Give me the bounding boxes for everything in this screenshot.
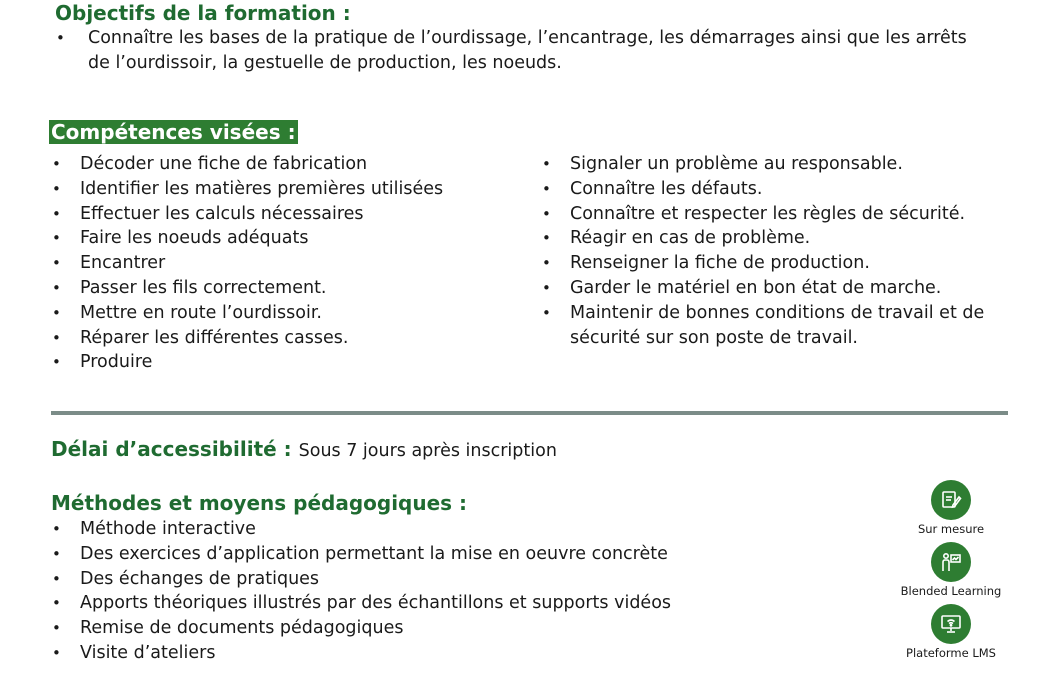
competences-heading: Compétences visées :: [51, 120, 296, 144]
list-item: • Connaître les bases de la pratique de l’ourdissage, l’encantrage, les démarrages ainsi que les arrêts de l’ourdissoir, la gestuelle de production, les noeuds.: [52, 26, 982, 76]
list-item: • Des exercices d’application permettant la mise en oeuvre concrète: [48, 542, 828, 567]
list-item: • Identifier les matières premières utilisées: [48, 177, 518, 202]
list-item: • Méthode interactive: [48, 517, 828, 542]
competences-left-list: [48, 152, 518, 375]
badge-label-sur-mesure: Sur mesure: [917, 522, 985, 536]
list-item: • Faire les noeuds adéquats: [48, 226, 518, 251]
list-item: • Signaler un problème au responsable.: [538, 152, 998, 177]
methodes-list: [48, 517, 828, 666]
monitor-wifi-icon: [931, 604, 971, 644]
delai-value: Sous 7 jours après inscription: [298, 441, 557, 461]
competences-right-list: [538, 152, 998, 350]
list-item: • Encantrer: [48, 251, 518, 276]
list-item: • Garder le matériel en bon état de marche.: [538, 276, 998, 301]
list-item: • Des échanges de pratiques: [48, 567, 828, 592]
presenter-board-icon: [931, 542, 971, 582]
list-item: • Effectuer les calculs nécessaires: [48, 202, 518, 227]
list-item: • Remise de documents pédagogiques: [48, 616, 828, 641]
list-item: • Apports théoriques illustrés par des échantillons et supports vidéos: [48, 591, 828, 616]
list-item: • Maintenir de bonnes conditions de travail et de sécurité sur son poste de travail.: [538, 301, 990, 351]
section-divider: [51, 411, 1008, 415]
list-item: • Renseigner la fiche de production.: [538, 251, 998, 276]
delai-heading: Délai d’accessibilité :: [51, 437, 292, 461]
badge-label-plateforme-lms: Plateforme LMS: [906, 646, 996, 660]
methodes-heading: Méthodes et moyens pédagogiques :: [51, 491, 468, 515]
list-item: • Décoder une fiche de fabrication: [48, 152, 518, 177]
badge-label-blended-learning: Blended Learning: [900, 584, 1002, 598]
objectifs-heading: Objectifs de la formation :: [55, 1, 351, 25]
list-item: • Mettre en route l’ourdissoir.: [48, 301, 518, 326]
objectifs-list: [52, 26, 982, 76]
list-item: • Connaître les défauts.: [538, 177, 998, 202]
delai-line: [51, 437, 557, 463]
list-item: • Passer les fils correctement.: [48, 276, 518, 301]
list-item: • Réagir en cas de problème.: [538, 226, 998, 251]
list-item: • Réparer les différentes casses.: [48, 326, 518, 351]
edit-document-icon: [931, 480, 971, 520]
list-item: • Connaître et respecter les règles de sécurité.: [538, 202, 998, 227]
list-item: • Visite d’ateliers: [48, 641, 828, 666]
list-item: • Produire: [48, 350, 518, 375]
